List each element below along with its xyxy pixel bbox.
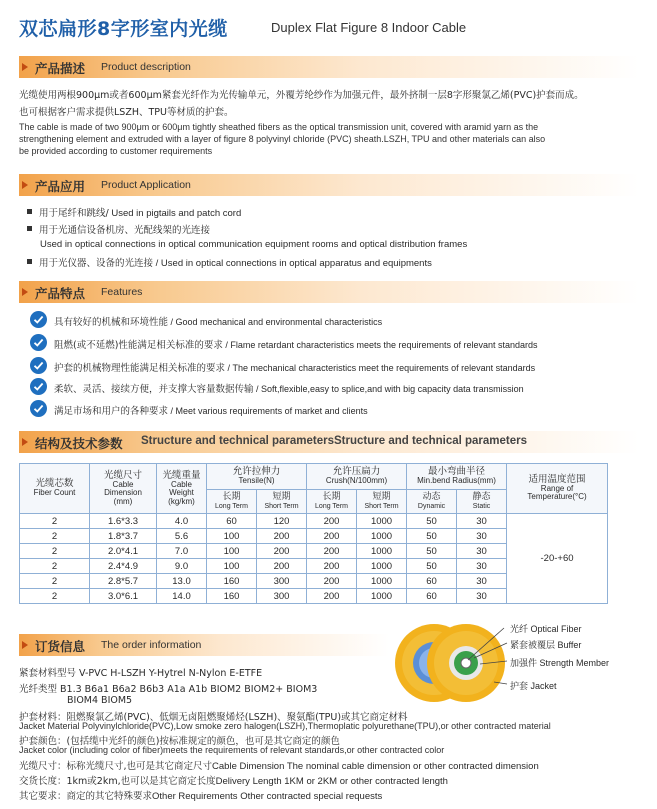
header-crush: 允许压扁力 Crush(N/100mm): [307, 464, 407, 490]
page-title-cn: 双芯扁形8字形室内光缆: [19, 18, 228, 40]
section-header-features: [19, 281, 639, 303]
application-item: 用于尾纤和跳线/ Used in pigtails and patch cord: [27, 205, 241, 219]
order-material-model: 紧套材料型号 V-PVC H-LSZH Y-Hytrel N-Nylon E-ETFE: [19, 668, 263, 679]
section-title-en: The order information: [101, 639, 202, 651]
header-tensile-short: 短期 Short Term: [257, 490, 307, 514]
fiber-right: [461, 658, 471, 668]
section-header-application: [19, 174, 639, 196]
header-tensile-long: 长期 Long Term: [207, 490, 257, 514]
section-title-en: Product Application: [101, 179, 191, 191]
section-title-cn: 产品描述: [35, 61, 86, 76]
temperature-value: -20-+60: [507, 514, 608, 604]
header-crush-long: 长期 Long Term: [307, 490, 357, 514]
page-header: [19, 14, 639, 44]
check-icon: [30, 400, 47, 417]
description-cn-line1: 光缆使用两根900μm或者600μm紧套光纤作为光传输单元，外覆芳纶纱作为加强元件，最外挤制一层8字形聚氯乙烯(PVC)护套而成。: [19, 90, 584, 101]
table-row: 2 2.8*5.7 13.0 160 300 200 1000 60 30: [20, 574, 608, 589]
square-bullet-icon: [27, 226, 32, 231]
table-row: 2 1.8*3.7 5.6 100 200 200 1000 50 30: [20, 529, 608, 544]
description-en-line2: strengthening element and extruded with a layer of figure 8 polyvinyl chloride (PVC) sheath.LSZH, TPU and other materials can also: [19, 134, 546, 144]
square-bullet-icon: [27, 259, 32, 264]
header-crush-short: 短期 Short Term: [357, 490, 407, 514]
spec-table: [19, 463, 608, 604]
header-temperature: 适用温度范围 Range of Temperature(°C): [507, 464, 608, 514]
table-row: 2 2.0*4.1 7.0 100 200 200 1000 50 30: [20, 544, 608, 559]
check-icon: [30, 311, 47, 328]
section-header-description: [19, 56, 639, 78]
order-size-line: 光缆尺寸：标称光缆尺寸,也可是其它商定尺寸Cable Dimension The nominal cable dimension or other contracted dimension: [19, 761, 539, 772]
order-jacket-en: Jacket Material Polyvinylchloride(PVC),Low smoke zero halogen(LSZH),Thermoplatic polyurethane(TPU),or other contracted material: [19, 721, 551, 731]
label-jacket: 护套 Jacket: [510, 681, 557, 692]
header-fiber-count: 光缆芯数 Fiber Count: [20, 464, 90, 514]
table-header-row: [20, 464, 608, 490]
application-item: 用于光仪器、设备的光连接 / Used in optical connections in optical apparatus and equipments: [27, 255, 432, 269]
description-cn-line2: 也可根据客户需求提供LSZH、TPU等材质的护套。: [19, 107, 234, 118]
table-row: 2 3.0*6.1 14.0 160 300 200 1000 60 30: [20, 589, 608, 604]
section-title-cn: 产品特点: [35, 286, 86, 301]
cable-cross-section: [394, 622, 648, 706]
triangle-bullet-icon: [22, 181, 28, 189]
order-fiber-type: 光纤类型 B1.3 B6a1 B6a2 B6b3 A1a A1b BIOM2 BIOM2+ BIOM3: [19, 684, 318, 695]
application-item: 用于光通信设备机房、光配线架的光连接: [27, 222, 210, 236]
order-fiber-type-cont: BIOM4 BIOM5: [67, 695, 133, 706]
square-bullet-icon: [27, 209, 32, 214]
check-icon: [30, 357, 47, 374]
section-title-en: Structure and technical parametersStructure and technical parameters: [141, 435, 528, 447]
triangle-bullet-icon: [22, 641, 28, 649]
header-cable-dimension: 光缆尺寸 Cable Dimension (mm): [90, 464, 157, 514]
triangle-bullet-icon: [22, 288, 28, 296]
section-header-order: [19, 634, 389, 656]
order-jacket-cn: 护套材料：阻燃聚氯乙烯(PVC)、低烟无卤阻燃聚烯烃(LSZH)、聚氨酯(TPU)或其它商定材料: [19, 712, 408, 723]
label-strength-member: 加强件 Strength Member: [510, 658, 610, 669]
section-title-en: Product description: [101, 61, 191, 73]
section-header-structure: [19, 431, 639, 453]
check-icon: [30, 378, 47, 395]
order-length-line: 交货长度：1km或2km,也可以是其它商定长度Delivery Length 1KM or 2KM or other contracted length: [19, 776, 448, 787]
application-item-continued: Used in optical connections in optical communication equipment rooms and optical distribution frames: [40, 239, 468, 250]
section-title-en: Features: [101, 286, 143, 298]
order-color-cn: 护套颜色：(包括缆中光纤的颜色)按标准规定的颜色，也可是其它商定的颜色: [19, 736, 340, 747]
label-buffer: 紧套被覆层 Buffer: [510, 640, 582, 651]
table-row: 2 1.6*3.3 4.0 60 120 200 1000 50 30 -20-+60: [20, 514, 608, 529]
description-en-line1: The cable is made of two 900μm or 600μm tightly sheathed fibers as the optical transmission unit, covered with aramid yarn as the: [19, 122, 539, 132]
table-row: 2 2.4*4.9 9.0 100 200 200 1000 50 30: [20, 559, 608, 574]
triangle-bullet-icon: [22, 63, 28, 71]
order-other-line: 其它要求：商定的其它特殊要求Other Requirements Other contracted special requests: [19, 791, 383, 802]
section-title-cn: 产品应用: [35, 179, 86, 194]
header-bend-static: 静态 Static: [457, 490, 507, 514]
description-en-line3: be provided according to customer requirements: [19, 146, 213, 156]
triangle-bullet-icon: [22, 438, 28, 446]
header-cable-weight: 光缆重量 Cable Weight (kg/km): [157, 464, 207, 514]
check-icon: [30, 334, 47, 351]
page-title-en: Duplex Flat Figure 8 Indoor Cable: [271, 20, 467, 35]
order-color-en: Jacket color (including color of fiber)meets the requirements of relevant standards,or other contracted color: [19, 745, 445, 755]
section-title-cn: 订货信息: [35, 639, 86, 654]
header-tensile: 允许拉伸力 Tensile(N): [207, 464, 307, 490]
header-bend-dynamic: 动态 Dynamic: [407, 490, 457, 514]
label-optical-fiber: 光纤 Optical Fiber: [510, 624, 582, 635]
section-title-cn: 结构及技术参数: [35, 436, 123, 451]
header-bend-radius: 最小弯曲半径 Min.bend Radius(mm): [407, 464, 507, 490]
